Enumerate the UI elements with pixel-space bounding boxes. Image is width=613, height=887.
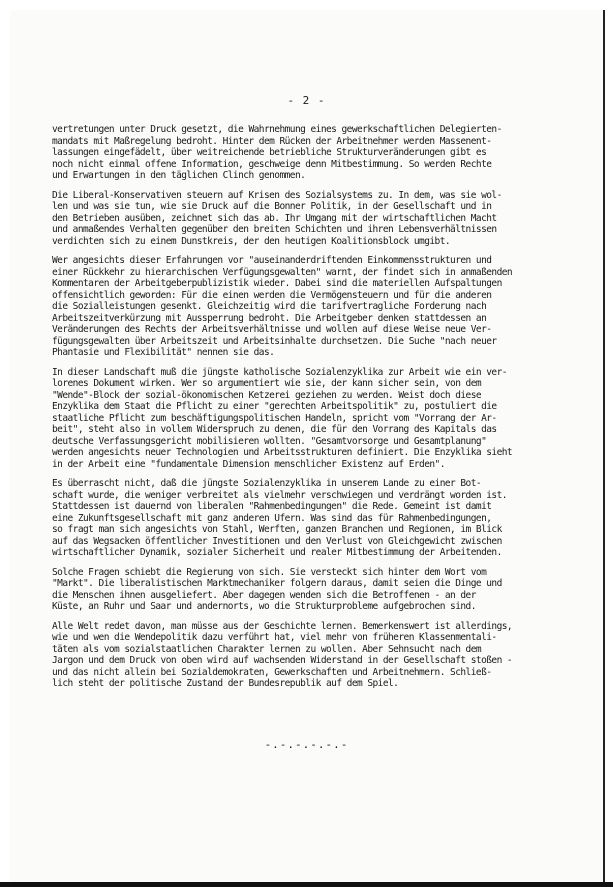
text-line: werden angesichts neuer Technologien und Arbeitsstrukturen definiert. Die Enzyklika sieht bbox=[52, 447, 513, 458]
text-line: Arbeitszeitverkürzung mit Aussperrung bedroht. Die Arbeitgeber denken stattdessen an bbox=[52, 312, 487, 324]
text-line: Es überrascht nicht, daß die jüngste Sozialenzyklika in unserem Lande zu einer Bot- bbox=[52, 478, 482, 489]
text-line: verdichten sich zu einem Dunstkreis, der den heutigen Koalitionsblock umgibt. bbox=[52, 235, 451, 247]
paragraph bbox=[52, 621, 572, 690]
text-line: Enzyklika dem Staat die Pflicht zu einer "gerechten Arbeitspolitik" zu, postuliert die bbox=[52, 401, 497, 412]
text-line: und Erwartungen in den täglichen Clinch genommen. bbox=[52, 170, 306, 181]
text-line: wie und wen die Wendepolitik dazu verführt hat, viel mehr von früheren Klassenmentali- bbox=[52, 632, 497, 643]
text-line: Jargon und dem Druck von oben wird auf wachsenden Widerstand in der Gesellschaft stoßen - bbox=[52, 655, 513, 666]
text-line: vertretungen unter Druck gesetzt, die Wahrnehmung eines gewerkschaftlichen Delegierten- bbox=[52, 124, 502, 135]
text-line: fügungsgewalten über Arbeitszeit und Arbeitsinhalte durchsetzen. Die Suche "nach neuer bbox=[52, 335, 497, 347]
text-line: den Betrieben ausüben, zeichnet sich das ab. Ihr Umgang mit der wirtschaftlichen Macht bbox=[52, 212, 497, 224]
text-line: mandats mit Maßregelung bedroht. Hinter dem Rücken der Arbeitnehmer werden Massenent- bbox=[52, 135, 492, 147]
text-line: einer Rückkehr zu hierarchischen Verfügungsgewalten" warnt, der findet sich in anmaßenden bbox=[52, 266, 513, 278]
paragraph bbox=[52, 367, 572, 471]
text-line: Wer angesichts dieser Erfahrungen vor "auseinanderdriftenden Einkommensstrukturen und bbox=[52, 255, 492, 266]
text-line: noch nicht einmal offene Information, geschweige denn Mitbestimmung. So werden Rechte bbox=[52, 158, 492, 170]
text-line: offensichtlich geworden: Für die einen werden die Vermögensteuern und für die anderen bbox=[52, 289, 492, 301]
text-line: auf das Wegsacken öffentlicher Investitionen und den Verlust von Gleichgewicht zwischen bbox=[52, 535, 502, 547]
text-line: und das nicht allein bei Sozialdemokraten, Gewerkschaften und Arbeitnehmern. Schließ- bbox=[52, 666, 492, 678]
paragraph bbox=[52, 567, 572, 613]
closing-mark: -.-.-.-.-.- bbox=[264, 738, 349, 751]
text-line: Küste, an Ruhr und Saar und andernorts, wo die Strukturprobleme aufgebrochen sind. bbox=[52, 601, 476, 612]
text-line: staatliche Pflicht zum beschäftigungspolitischen Handeln, spricht vom "Vorrang der Ar- bbox=[52, 412, 497, 424]
text-line: eine Zukunftsgesellschaft mit ganz anderen Ufern. Was sind das für Rahmenbedingungen, bbox=[52, 512, 492, 524]
document-body bbox=[52, 124, 572, 698]
paragraph bbox=[52, 124, 572, 182]
text-line: die Sozialleistungen gesenkt. Gleichzeitig wird die tarifvertragliche Forderung nach bbox=[52, 301, 487, 312]
text-line: schaft wurde, die weniger verbreitet als vielmehr verschwiegen und verdrängt worden ist. bbox=[52, 489, 507, 501]
text-line: die Menschen ihnen ausgeliefert. Aber dagegen wenden sich die Betroffenen - an der bbox=[52, 589, 476, 601]
text-line: Stattdessen ist dauernd von liberalen "Rahmenbedingungen" die Rede. Gemeint ist damit bbox=[52, 501, 492, 512]
paragraph bbox=[52, 190, 572, 248]
text-line: in der Arbeit eine "fundamentale Dimension menschlicher Existenz auf Erden". bbox=[52, 458, 445, 470]
scan-bottom-edge bbox=[0, 882, 613, 887]
text-line: Phantasie und Flexibilität" nennen sie das. bbox=[52, 347, 275, 358]
page-number: - 2 - bbox=[287, 94, 326, 107]
text-line: Veränderungen des Rechts der Arbeitsverhältnisse und wollen auf diese Weise neue Ver- bbox=[52, 324, 492, 335]
text-line: wirtschaftlicher Dynamik, sozialer Sicherheit und realer Mitbestimmung der Arbeitenden. bbox=[52, 547, 502, 558]
text-line: Kommentaren der Arbeitgeberpublizistik wieder. Dabei sind die materiellen Aufspaltungen bbox=[52, 278, 502, 289]
paragraph bbox=[52, 478, 572, 559]
paragraph bbox=[52, 255, 572, 359]
text-line: deutsche Verfassungsgericht mobilisieren wollten. "Gesamtvorsorge und Gesamtplanung" bbox=[52, 435, 487, 447]
text-line: und anmaßendes Verhalten gegenüber den breiten Schichten und ihren Lebensverhältnissen bbox=[52, 224, 497, 235]
text-line: lich steht der politische Zustand der Bundesrepublik auf dem Spiel. bbox=[52, 678, 399, 689]
text-line: lorenes Dokument wirken. Wer so argumentiert wie sie, der kann sicher sein, von dem bbox=[52, 378, 482, 389]
text-line: Die Liberal-Konservativen steuern auf Krisen des Sozialsystems zu. In dem, was sie wol- bbox=[52, 189, 502, 201]
text-line: beit", steht also in vollem Widerspruch zu denen, die für den Vorrang des Kapitals das bbox=[52, 424, 497, 435]
text-line: In dieser Landschaft muß die jüngste katholische Sozialenzyklika zur Arbeit wie ein ver- bbox=[52, 366, 507, 378]
text-line: "Wende"-Block der sozial-ökonomischen Ketzerei geziehen zu werden. Weist doch diese bbox=[52, 389, 482, 401]
text-line: "Markt". Die liberalistischen Marktmechaniker folgern daraus, damit seien die Dinge und bbox=[52, 578, 502, 589]
text-line: Solche Fragen schiebt die Regierung von sich. Sie versteckt sich hinter dem Wort vom bbox=[52, 566, 487, 578]
text-line: lassungen eingefädelt, über weitreichende betriebliche Strukturveränderungen gibt es bbox=[52, 147, 487, 158]
text-line: täten als vom sozialstaatlichen Charakter lernen zu wollen. Aber Sehnsucht nach dem bbox=[52, 643, 482, 655]
text-line: so fragt man sich angesichts von Stahl, Werften, ganzen Branchen und Regionen, im Blick bbox=[52, 524, 502, 535]
text-line: len und was sie tun, wie sie Druck auf die Bonner Politik, in der Gesellschaft und in bbox=[52, 201, 492, 212]
text-line: Alle Welt redet davon, man müsse aus der Geschichte lernen. Bemerkenswert ist allerdings, bbox=[52, 620, 513, 632]
